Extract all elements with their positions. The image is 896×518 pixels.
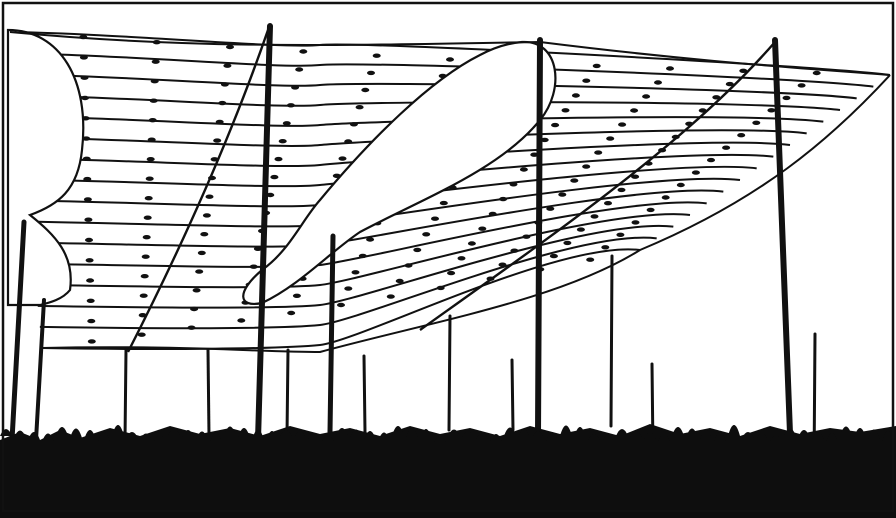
wire-bead bbox=[291, 85, 299, 89]
wire-bead bbox=[396, 279, 404, 283]
wire-bead bbox=[145, 196, 153, 200]
wire-bead bbox=[193, 288, 201, 292]
wire-bead bbox=[447, 271, 455, 275]
wire-bead bbox=[221, 82, 229, 86]
wire-bead bbox=[140, 294, 148, 298]
support-pole-center bbox=[330, 236, 333, 432]
wire-bead bbox=[216, 120, 224, 124]
wire-bead bbox=[81, 76, 89, 80]
wire-bead bbox=[662, 195, 670, 199]
wire-bead bbox=[632, 220, 640, 224]
distant-stake bbox=[611, 256, 612, 426]
wire-bead bbox=[522, 235, 530, 239]
wire-bead bbox=[81, 96, 89, 100]
wire-bead bbox=[198, 251, 206, 255]
wire-bead bbox=[293, 294, 301, 298]
wire-bead bbox=[218, 101, 226, 105]
wire-bead bbox=[206, 195, 214, 199]
wire-bead bbox=[570, 178, 578, 182]
wire-bead bbox=[283, 121, 291, 125]
wire-bead bbox=[666, 66, 674, 70]
wire-bead bbox=[562, 108, 570, 112]
wire-bead bbox=[80, 55, 88, 59]
wire-bead bbox=[83, 177, 91, 181]
distant-stake bbox=[449, 316, 450, 430]
wire-bead bbox=[359, 254, 367, 258]
wire-bead bbox=[591, 214, 599, 218]
wire-bead bbox=[654, 80, 662, 84]
wire-bead bbox=[86, 278, 94, 282]
wire-bead bbox=[366, 237, 374, 241]
wire-bead bbox=[458, 256, 466, 260]
wire-bead bbox=[87, 319, 95, 323]
wire-bead bbox=[499, 263, 507, 267]
wire-bead bbox=[692, 170, 700, 174]
wire-bead bbox=[767, 108, 775, 112]
wire-bead bbox=[647, 208, 655, 212]
wire-bead bbox=[546, 207, 554, 211]
wire-bead bbox=[405, 263, 413, 267]
wire-bead bbox=[195, 269, 203, 273]
wire-bead bbox=[468, 241, 476, 245]
wire-bead bbox=[577, 227, 585, 231]
wire-bead bbox=[510, 182, 518, 186]
wire-bead bbox=[642, 94, 650, 98]
distant-stake bbox=[512, 360, 513, 430]
wire-bead bbox=[582, 79, 590, 83]
wire-bead bbox=[287, 311, 295, 315]
wire-bead bbox=[84, 218, 92, 222]
wire-bead bbox=[344, 139, 352, 143]
wire-bead bbox=[188, 326, 196, 330]
wire-bead bbox=[148, 138, 156, 142]
wire-bead bbox=[422, 232, 430, 236]
wire-bead bbox=[489, 212, 497, 216]
wire-bead bbox=[203, 213, 211, 217]
distant-stake bbox=[208, 350, 209, 436]
wire-bead bbox=[798, 83, 806, 87]
wire-bead bbox=[190, 307, 198, 311]
wire-bead bbox=[618, 188, 626, 192]
wire-bead bbox=[275, 157, 283, 161]
wire-bead bbox=[86, 258, 94, 262]
wire-bead bbox=[150, 99, 158, 103]
wire-bead bbox=[551, 123, 559, 127]
wire-bead bbox=[446, 57, 454, 61]
wire-bead bbox=[295, 67, 303, 71]
wire-bead bbox=[707, 158, 715, 162]
wire-bead bbox=[144, 216, 152, 220]
wire-bead bbox=[630, 108, 638, 112]
wire-bead bbox=[279, 139, 287, 143]
wire-bead bbox=[287, 103, 295, 107]
wire-bead bbox=[200, 232, 208, 236]
wire-bead bbox=[339, 156, 347, 160]
wire-bead bbox=[361, 88, 369, 92]
wire-bead bbox=[356, 105, 364, 109]
wire-bead bbox=[152, 60, 160, 64]
wire-bead bbox=[146, 177, 154, 181]
wire-bead bbox=[270, 175, 278, 179]
wire-bead bbox=[142, 255, 150, 259]
wire-bead bbox=[440, 201, 448, 205]
wire-bead bbox=[572, 93, 580, 97]
wire-bead bbox=[237, 318, 245, 322]
distant-stake bbox=[287, 350, 288, 436]
wire-bead bbox=[606, 136, 614, 140]
wire-bead bbox=[431, 217, 439, 221]
wire-bead bbox=[593, 64, 601, 68]
wire-bead bbox=[149, 118, 157, 122]
wire-bead bbox=[601, 245, 609, 249]
wire-bead bbox=[223, 63, 231, 67]
wire-bead bbox=[413, 248, 421, 252]
wire-bead bbox=[87, 299, 95, 303]
wire-bead bbox=[550, 254, 558, 258]
wire-bead bbox=[85, 238, 93, 242]
wire-bead bbox=[88, 339, 96, 343]
wire-bead bbox=[226, 45, 234, 49]
distant-stake bbox=[364, 356, 365, 432]
wire-bead bbox=[143, 235, 151, 239]
wire-bead bbox=[752, 121, 760, 125]
wire-bead bbox=[563, 241, 571, 245]
wire-bead bbox=[367, 71, 375, 75]
wire-bead bbox=[138, 333, 146, 337]
wire-bead bbox=[582, 164, 590, 168]
support-pole-center-right bbox=[538, 40, 540, 436]
wire-bead bbox=[373, 54, 381, 58]
wire-bead bbox=[478, 227, 486, 231]
wire-bead bbox=[250, 265, 258, 269]
wire-bead bbox=[437, 286, 445, 290]
wire-bead bbox=[722, 146, 730, 150]
distant-stake bbox=[125, 350, 126, 440]
wire-bead bbox=[586, 258, 594, 262]
wire-bead bbox=[594, 150, 602, 154]
wire-bead bbox=[510, 249, 518, 253]
wire-bead bbox=[677, 183, 685, 187]
wire-bead bbox=[151, 79, 159, 83]
wire-bead bbox=[84, 197, 92, 201]
wire-bead bbox=[520, 167, 528, 171]
wire-bead bbox=[337, 303, 345, 307]
wire-bead bbox=[618, 122, 626, 126]
wire-bead bbox=[387, 294, 395, 298]
wire-bead bbox=[344, 286, 352, 290]
wire-bead bbox=[141, 274, 149, 278]
wire-bead bbox=[604, 201, 612, 205]
wire-bead bbox=[737, 133, 745, 137]
wire-bead bbox=[352, 270, 360, 274]
wire-bead bbox=[783, 96, 791, 100]
wire-bead bbox=[83, 157, 91, 161]
wire-bead bbox=[350, 122, 358, 126]
wire-bead bbox=[616, 233, 624, 237]
wire-bead bbox=[558, 192, 566, 196]
wire-bead bbox=[813, 71, 821, 75]
wire-bead bbox=[147, 157, 155, 161]
wire-bead bbox=[299, 49, 307, 53]
wire-bead bbox=[499, 197, 507, 201]
wire-bead bbox=[213, 138, 221, 142]
